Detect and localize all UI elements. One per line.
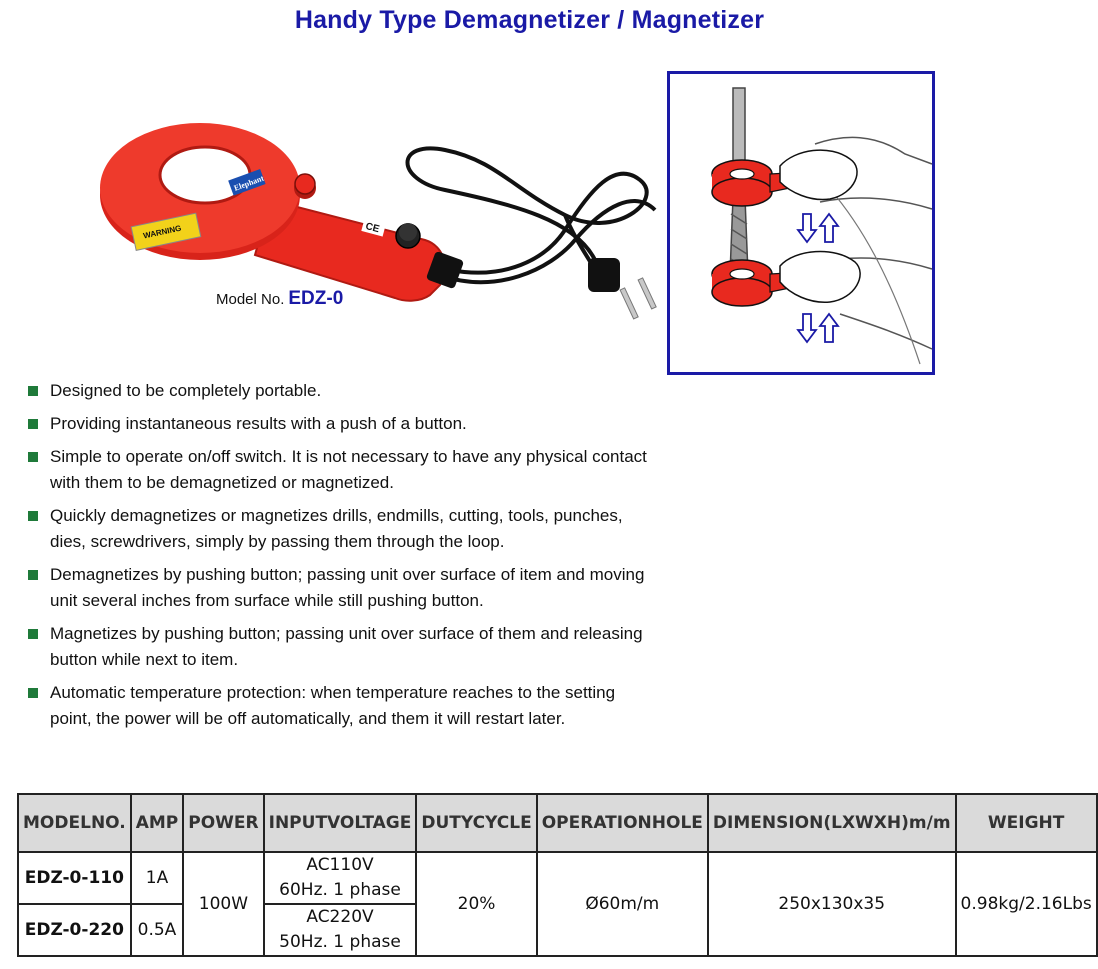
usage-diagram (670, 74, 932, 372)
push-button-icon (294, 174, 316, 199)
bullet-icon (28, 511, 38, 521)
table-header-row (18, 794, 1097, 852)
bullet-icon (28, 688, 38, 698)
model-code: EDZ-0 (288, 288, 344, 309)
cell-voltage: AC110V 60Hz. 1 phase (264, 852, 417, 904)
table-row (18, 852, 1097, 904)
list-item: Designed to be completely portable. (28, 378, 648, 404)
bullet-icon (28, 570, 38, 580)
page-title: Handy Type Demagnetizer / Magnetizer (294, 6, 765, 34)
cell-weight: 0.98kg/2.16Lbs (956, 852, 1097, 956)
list-item: Magnetizes by pushing button; passing unit over surface of them and releasing button while next to item. (28, 621, 648, 673)
cell-duty-cycle: 20% (416, 852, 536, 956)
product-image (95, 120, 675, 330)
header-amp: AMP (131, 794, 184, 852)
cell-model: EDZ-0-110 (18, 852, 131, 904)
bullet-icon (28, 419, 38, 429)
header-input-voltage: INPUTVOLTAGE (264, 794, 417, 852)
model-number (216, 288, 343, 310)
fuse-knob-icon (396, 223, 420, 248)
cell-amp: 1A (131, 852, 184, 904)
ce-mark: CE (364, 221, 381, 236)
model-prefix: Model No. (216, 291, 285, 308)
header-power: POWER (183, 794, 263, 852)
up-down-arrow-icon (798, 214, 838, 242)
warning-label: WARNING (142, 223, 183, 241)
cell-voltage: AC220V 50Hz. 1 phase (264, 904, 417, 956)
header-duty-cycle: DUTYCYCLE (416, 794, 536, 852)
header-operation-hole: OPERATIONHOLE (537, 794, 708, 852)
bullet-icon (28, 629, 38, 639)
cell-operation-hole: Ø60m/m (537, 852, 708, 956)
up-down-arrow-icon (798, 314, 838, 342)
cell-model: EDZ-0-220 (18, 904, 131, 956)
plug-icon (588, 258, 656, 319)
cell-amp: 0.5A (131, 904, 184, 956)
cell-dimension: 250x130x35 (708, 852, 956, 956)
list-item: Automatic temperature protection: when temperature reaches to the setting point, the power will be off automatically, and them it will restart later. (28, 680, 648, 732)
cell-power: 100W (183, 852, 263, 956)
list-item: Quickly demagnetizes or magnetizes drills, endmills, cutting, tools, punches, dies, screwdrivers, simply by passing them through the loop. (28, 503, 648, 555)
bullet-icon (28, 386, 38, 396)
usage-illustration (667, 71, 935, 375)
bullet-icon (28, 452, 38, 462)
header-dimension: DIMENSION(LXWXH)m/m (708, 794, 956, 852)
header-weight: WEIGHT (956, 794, 1097, 852)
spec-table (17, 793, 1098, 957)
list-item: Simple to operate on/off switch. It is not necessary to have any physical contact with them to be demagnetized or magnetized. (28, 444, 648, 496)
list-item: Demagnetizes by pushing button; passing unit over surface of item and moving unit several inches from surface while still pushing button. (28, 562, 648, 614)
list-item: Providing instantaneous results with a push of a button. (28, 411, 648, 437)
brand-label: Elephant (232, 173, 266, 193)
header-model-no: MODELNO. (18, 794, 131, 852)
feature-list (28, 378, 648, 732)
